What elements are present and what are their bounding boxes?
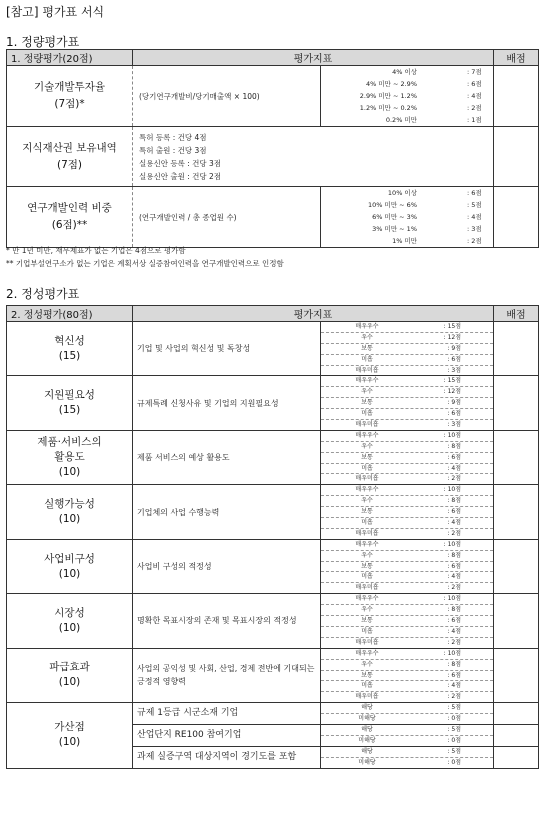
scale-row: 해당 : 5점	[321, 703, 493, 714]
scale-row: 보통 : 6점	[321, 616, 493, 627]
scale-row: 미흡 : 4점	[321, 464, 493, 475]
qual-row	[7, 376, 539, 430]
scale-row: 해당 : 5점	[321, 747, 493, 758]
page-title: [참고] 평가표 서식	[6, 5, 105, 19]
criterion-desc: 기업체의 사업 수행능력	[133, 485, 321, 539]
scale-row: 보통 : 6점	[321, 562, 493, 573]
scale-row: 매우미흡 : 3점	[355, 421, 462, 429]
qual-section-title: 2. 정성평가표	[6, 287, 80, 301]
criterion-name: 지원필요성 (15)	[7, 376, 133, 430]
scale-row: 매우미흡 : 2점	[355, 693, 462, 701]
criterion-scale	[321, 485, 494, 539]
scale-row: 미흡 : 4점	[321, 681, 493, 692]
scale-row: 매우우수 : 10점	[321, 431, 493, 442]
qual-header-category: 2. 정성평가(80점)	[7, 306, 133, 322]
scale-row: 매우미흡 : 2점	[355, 638, 462, 646]
criterion-desc: 사업의 공익성 및 사회, 산업, 경제 전반에 기대되는 긍정적 영향력	[133, 648, 321, 702]
scale-row: 우수 : 8점	[321, 496, 493, 507]
criterion-desc: 제품 서비스의 예상 활용도	[133, 430, 321, 484]
qual-header-indicator: 평가지표	[133, 306, 494, 322]
scale-row: 매우우수 : 10점	[321, 649, 493, 660]
qual-row	[7, 430, 539, 484]
criterion-desc: 기업 및 사업의 혁신성 및 독창성	[133, 322, 321, 376]
qual-row	[7, 322, 539, 376]
score-cell[interactable]	[494, 66, 539, 127]
scale-row: 해당 : 5점	[321, 725, 493, 736]
scale-row: 우수 : 8점	[321, 442, 493, 453]
scale-row: 매우우수 : 15점	[321, 376, 493, 387]
quant-header-indicator: 평가지표	[133, 50, 494, 66]
scale-row: 매우미흡 : 2점	[355, 475, 462, 483]
quant-header-score: 배점	[494, 50, 539, 66]
qual-row	[7, 594, 539, 648]
scale-row: 미흡 : 6점	[321, 355, 493, 366]
criterion-scale	[321, 376, 494, 430]
note-1: * 만 1년 미만, 재무제표가 없는 기업은 4점으로 평가함	[6, 246, 186, 255]
criterion-desc: 명확한 목표시장의 존재 및 목표시장의 적정성	[133, 594, 321, 648]
scale-row: 우수 : 8점	[321, 605, 493, 616]
quant-row-rnd-staff	[7, 187, 539, 248]
quant-header-row	[7, 50, 539, 66]
criterion-name: 혁신성 (15)	[7, 322, 133, 376]
criterion-scale	[321, 648, 494, 702]
scale-row: 미흡 : 4점	[321, 572, 493, 583]
qual-row	[7, 648, 539, 702]
scale-row: 우수 : 8점	[321, 660, 493, 671]
scale-row: 매우미흡 : 2점	[355, 529, 462, 537]
score-cell[interactable]	[494, 430, 539, 484]
scale-row: 미해당 : 0점	[358, 715, 462, 723]
quant-row-rnd-investment	[7, 66, 539, 127]
note-2: ** 기업부설연구소가 없는 기업은 계획서상 실증참여인력을 연구개발인력으로 인정함	[6, 259, 284, 268]
scale-row: 미해당 : 0점	[358, 736, 462, 744]
criterion-name: 제품·서비스의 활용도 (10)	[7, 430, 133, 484]
criterion-scale: 4% 이상 : 7점 4% 미만 ~ 2.9% : 6점 2.9% 미만 ~ 1.2% : 4점 1.2% 미만 ~ 0.2% : 2점 0.2% 미만 : 1점	[321, 66, 494, 127]
score-cell[interactable]	[494, 703, 539, 725]
criterion-name: 실행가능성 (10)	[7, 485, 133, 539]
criterion-desc: (당기연구개발비/당기매출액 × 100)	[133, 66, 321, 127]
criterion-scale	[321, 430, 494, 484]
score-cell[interactable]	[494, 485, 539, 539]
criterion-desc: 규제특례 신청사유 및 기업의 지원필요성	[133, 376, 321, 430]
scale-row: 보통 : 6점	[321, 507, 493, 518]
scale-row: 우수 : 12점	[321, 333, 493, 344]
criterion-scale	[321, 594, 494, 648]
criterion-name: 연구개발인력 비중 (6점)**	[7, 187, 133, 248]
score-cell[interactable]	[494, 127, 539, 187]
criterion-desc: 특허 등록 : 건당 4점 특허 출원 : 건당 3점 실용신안 등록 : 건당 3점 실용신안 출원 : 건당 2점	[133, 127, 494, 187]
qual-row	[7, 485, 539, 539]
scale-row: 보통 : 6점	[321, 453, 493, 464]
scale-row: 우수 : 12점	[321, 387, 493, 398]
scale-row: 매우우수 : 10점	[321, 594, 493, 605]
score-cell[interactable]	[494, 187, 539, 248]
scale-row: 매우우수 : 10점	[321, 540, 493, 551]
criterion-name: 사업비구성 (10)	[7, 539, 133, 593]
scale-row: 보통 : 9점	[321, 344, 493, 355]
score-cell[interactable]	[494, 322, 539, 376]
scale-row: 보통 : 9점	[321, 398, 493, 409]
criterion-scale	[321, 322, 494, 376]
criterion-name: 가산점 (10)	[7, 703, 133, 768]
score-cell[interactable]	[494, 376, 539, 430]
quant-header-category: 1. 정량평가(20점)	[7, 50, 133, 66]
qual-bonus-row	[7, 703, 539, 725]
quant-notes	[6, 244, 284, 270]
score-cell[interactable]	[494, 539, 539, 593]
criterion-scale	[321, 539, 494, 593]
criterion-name: 시장성 (10)	[7, 594, 133, 648]
criterion-desc: 사업비 구성의 적정성	[133, 539, 321, 593]
qual-header-score: 배점	[494, 306, 539, 322]
scale-row: 매우우수 : 10점	[321, 485, 493, 496]
criterion-scale	[321, 703, 494, 725]
score-cell[interactable]	[494, 724, 539, 746]
criterion-scale	[321, 724, 494, 746]
scale-row: 우수 : 8점	[321, 551, 493, 562]
qual-row	[7, 539, 539, 593]
scale-row: 매우우수 : 15점	[321, 322, 493, 333]
scale-row: 매우미흡 : 2점	[355, 584, 462, 592]
score-cell[interactable]	[494, 594, 539, 648]
bonus-desc: 산업단지 RE100 참여기업	[133, 724, 321, 746]
quant-table	[6, 49, 539, 248]
quant-section-title: 1. 정량평가표	[6, 35, 80, 49]
quant-row-ip	[7, 127, 539, 187]
scale-row: 보통 : 6점	[321, 671, 493, 682]
criterion-name: 지식재산권 보유내역 (7점)	[7, 127, 133, 187]
criterion-desc: (연구개발인력 / 총 종업원 수)	[133, 187, 321, 248]
bonus-desc: 과제 실증구역 대상지역이 경기도를 포함	[133, 746, 321, 768]
scale-row: 매우미흡 : 3점	[355, 366, 462, 374]
qual-table	[6, 305, 539, 769]
scale-row: 미흡 : 4점	[321, 518, 493, 529]
scale-row: 미흡 : 6점	[321, 409, 493, 420]
score-cell[interactable]	[494, 746, 539, 768]
criterion-name: 기술개발투자율 (7점)*	[7, 66, 133, 127]
criterion-name: 파급효과 (10)	[7, 648, 133, 702]
criterion-scale	[321, 746, 494, 768]
criterion-scale: 10% 이상 : 6점 10% 미만 ~ 6% : 5점 6% 미만 ~ 3% : 4점 3% 미만 ~ 1% : 3점 1% 미만 : 2점	[321, 187, 494, 248]
qual-header-row	[7, 306, 539, 322]
scale-row: 미해당 : 0점	[358, 758, 462, 766]
bonus-desc: 규제 1등급 시군소재 기업	[133, 703, 321, 725]
score-cell[interactable]	[494, 648, 539, 702]
scale-row: 미흡 : 4점	[321, 627, 493, 638]
